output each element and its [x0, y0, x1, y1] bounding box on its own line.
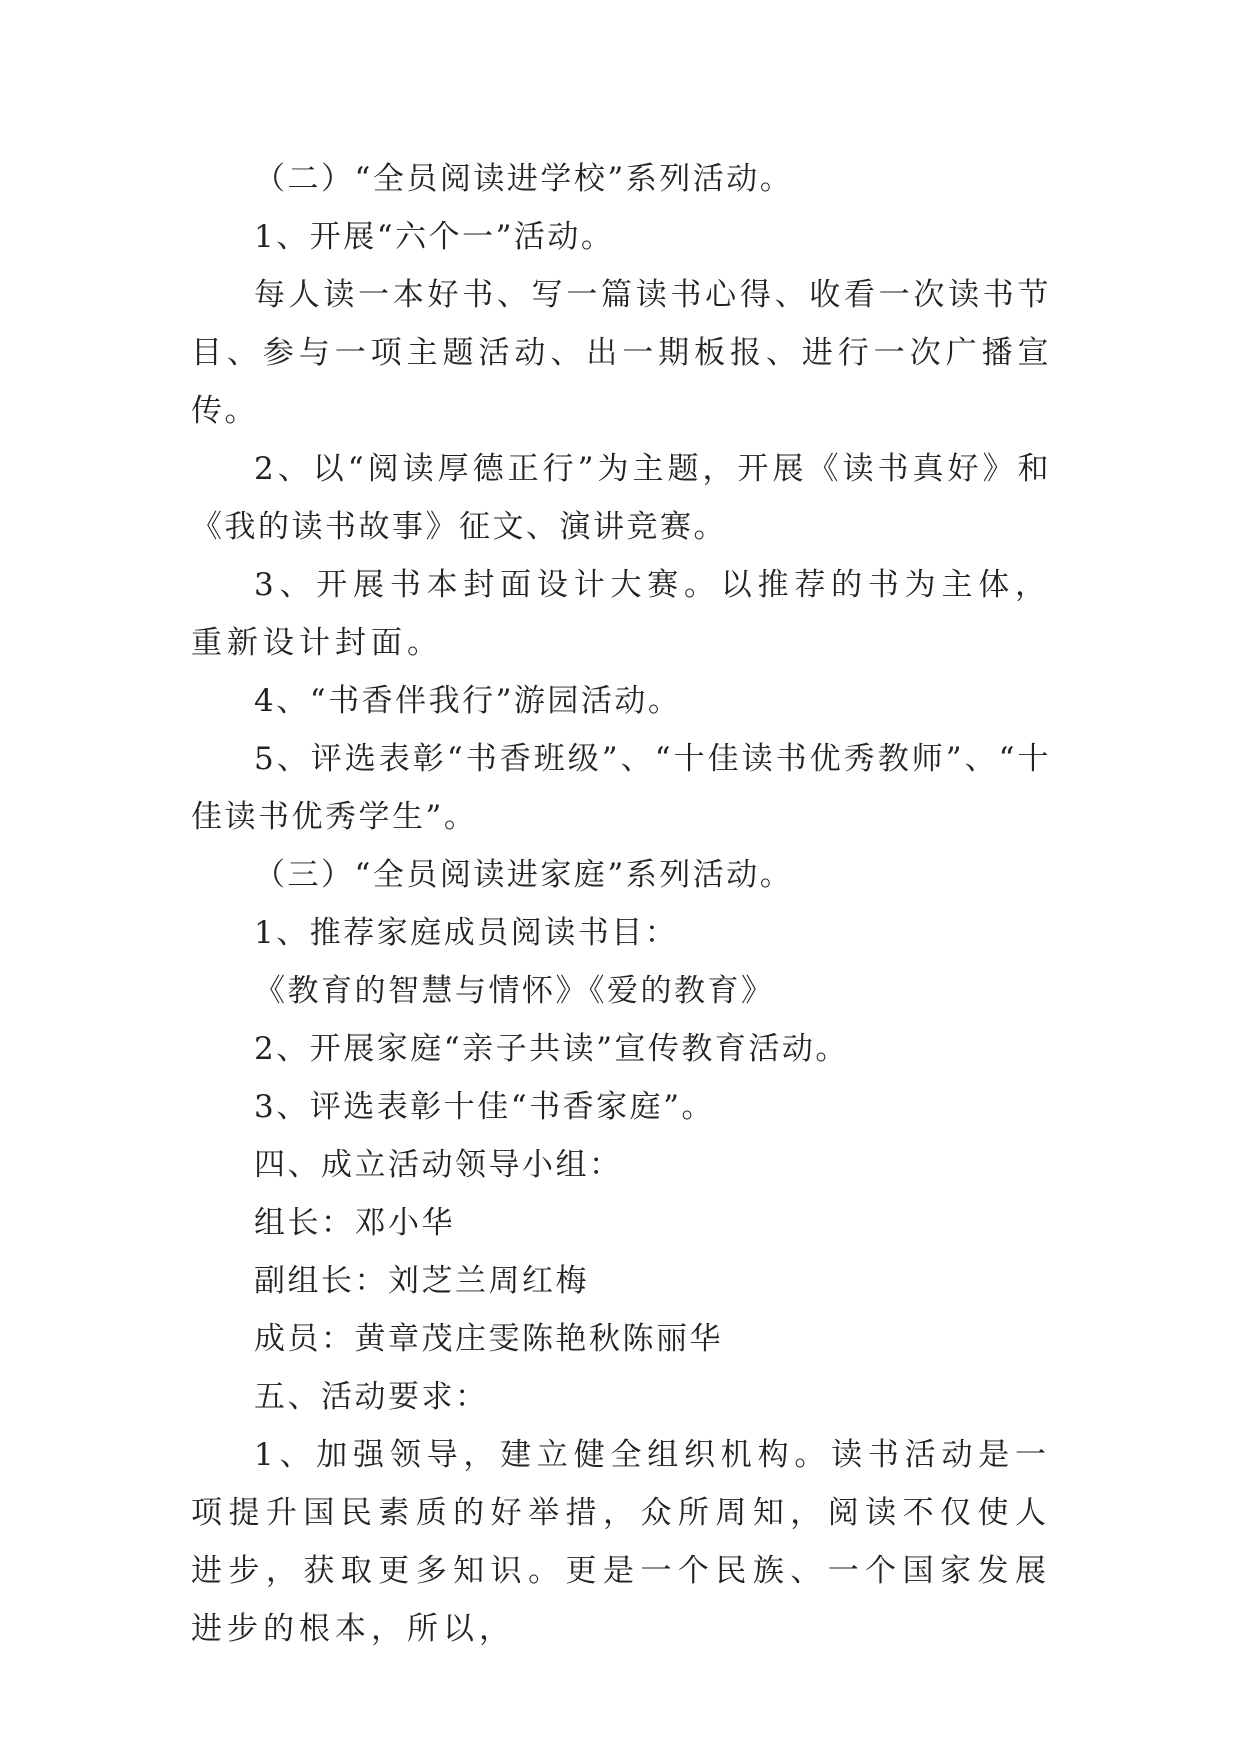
section-heading-requirements: 五、活动要求：	[254, 1379, 489, 1415]
paragraph-members: 成员：黄章茂庄雯陈艳秋陈丽华	[254, 1321, 723, 1357]
paragraph-item-4: 4、“书香伴我行”游园活动。	[254, 683, 682, 719]
document-body	[191, 150, 1051, 1658]
paragraph-leader: 组长：邓小华	[254, 1205, 455, 1241]
section-heading-school: （二）“全员阅读进学校”系列活动。	[254, 161, 794, 197]
paragraph-requirement-1: 1、加强领导，建立健全组织机构。读书活动是一项提升国民素质的好举措，众所周知，阅读不仅使人进步，获取更多知识。更是一个民族、一个国家发展进步的根本，所以，	[191, 1437, 1051, 1647]
paragraph-item-2: 2、以“阅读厚德正行”为主题，开展《读书真好》和《我的读书故事》征文、演讲竞赛。	[191, 451, 1051, 545]
section-heading-family: （三）“全员阅读进家庭”系列活动。	[254, 857, 794, 893]
paragraph-six-ones: 每人读一本好书、写一篇读书心得、收看一次读书节目、参与一项主题活动、出一期板报、进行一次广播宣传。	[191, 277, 1051, 429]
paragraph-item-1: 1、开展“六个一”活动。	[254, 219, 615, 255]
section-heading-leadership: 四、成立活动领导小组：	[254, 1147, 623, 1183]
paragraph-item-3: 3、开展书本封面设计大赛。以推荐的书为主体，重新设计封面。	[191, 567, 1051, 661]
paragraph-family-2: 2、开展家庭“亲子共读”宣传教育活动。	[254, 1031, 849, 1067]
paragraph-family-1: 1、推荐家庭成员阅读书目：	[254, 915, 679, 951]
paragraph-booklist: 《教育的智慧与情怀》《爱的教育》	[254, 973, 775, 1009]
paragraph-deputy-leader: 副组长：刘芝兰周红梅	[254, 1263, 589, 1299]
paragraph-family-3: 3、评选表彰十佳“书香家庭”。	[254, 1089, 715, 1125]
paragraph-item-5: 5、评选表彰“书香班级”、“十佳读书优秀教师”、“十佳读书优秀学生”。	[191, 741, 1051, 835]
